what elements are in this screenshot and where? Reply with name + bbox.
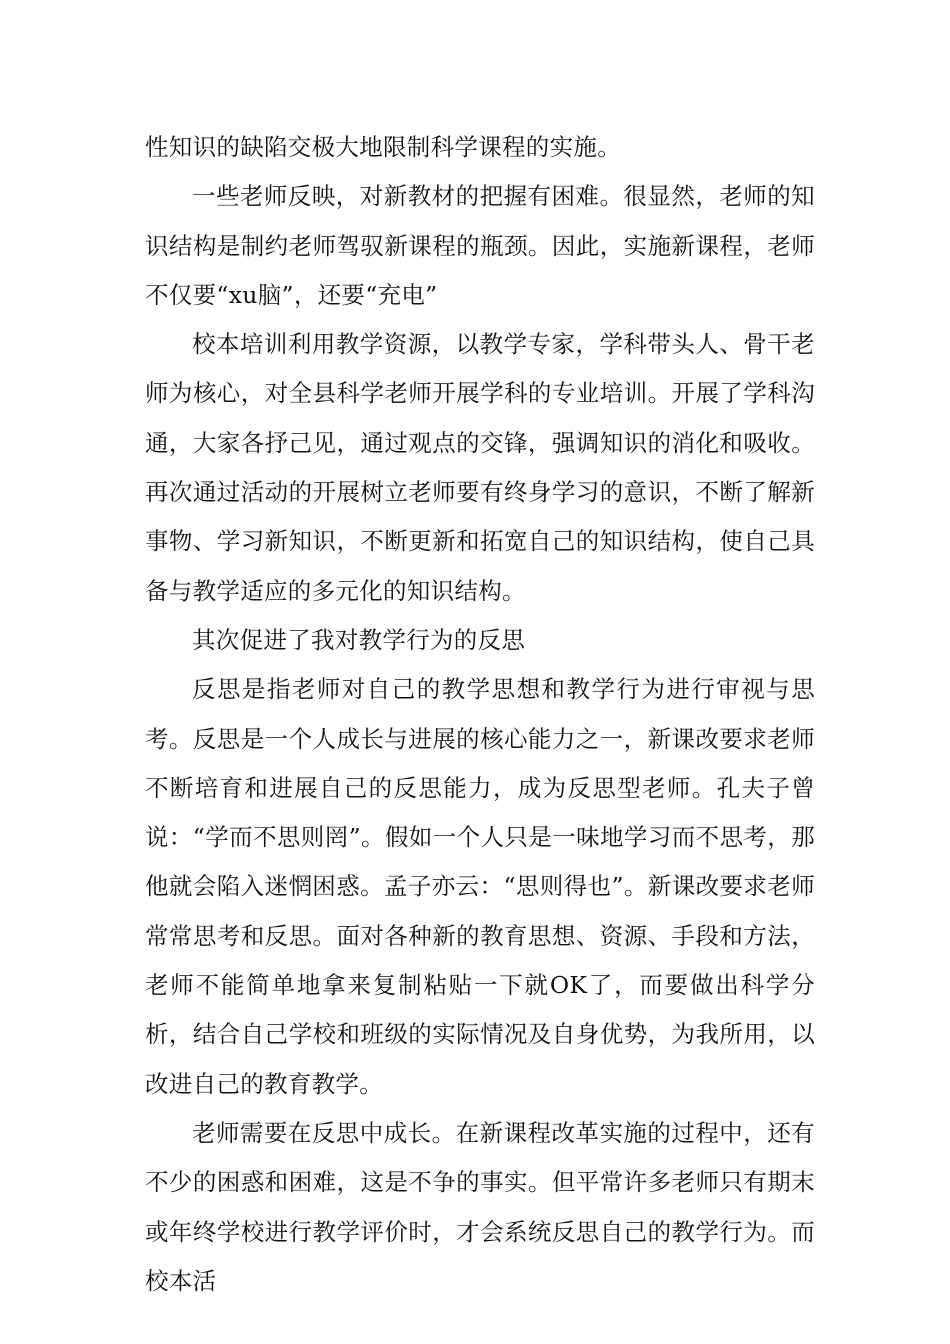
paragraph-reflection: 反思是指老师对自己的教学思想和教学行为进行审视与思考。反思是一个人成长与进展的核心能力之一，新课改要求老师不断培育和进展自己的反思能力，成为反思型老师。孔夫子曾说：“学而不思则罔”。假如一个人只是一味地学习而不思考，那他就会陷入迷惘困惑。孟子亦云：“思则得也”。新课改要求老师常常思考和反思。面对各种新的教育思想、资源、手段和方法，老师不能简单地拿来复制粘贴一下就OK了，而要做出科学分析，结合自己学校和班级的实际情况及自身优势，为我所用，以改进自己的教育教学。	[145, 675, 815, 1098]
paragraph-subheading-reflection: 其次促进了我对教学行为的反思	[192, 625, 526, 654]
paragraph-continuation: 性知识的缺陷交极大地限制科学课程的实施。	[145, 133, 621, 161]
paragraph-growth: 老师需要在反思中成长。在新课程改革实施的过程中，还有不少的困惑和困难，这是不争的事实。但平常许多老师只有期末或年终学校进行教学评价时，才会系统反思自己的教学行为。而校本活	[145, 1118, 815, 1295]
paragraph-new-textbook: 一些老师反映，对新教材的把握有困难。很显然，老师的知识结构是制约老师驾驭新课程的瓶颈。因此，实施新课程，老师不仅要“xu脑”，还要“充电”	[145, 182, 815, 309]
document-body	[145, 123, 815, 1306]
paragraph-school-training: 校本培训利用教学资源，以教学专家，学科带头人、骨干老师为核心，对全县科学老师开展学科的专业培训。开展了学科沟通，大家各抒己见，通过观点的交锋，强调知识的消化和吸收。再次通过活动的开展树立老师要有终身学习的意识，不断了解新事物、学习新知识，不断更新和拓宽自己的知识结构，使自己具备与教学适应的多元化的知识结构。	[145, 330, 815, 605]
